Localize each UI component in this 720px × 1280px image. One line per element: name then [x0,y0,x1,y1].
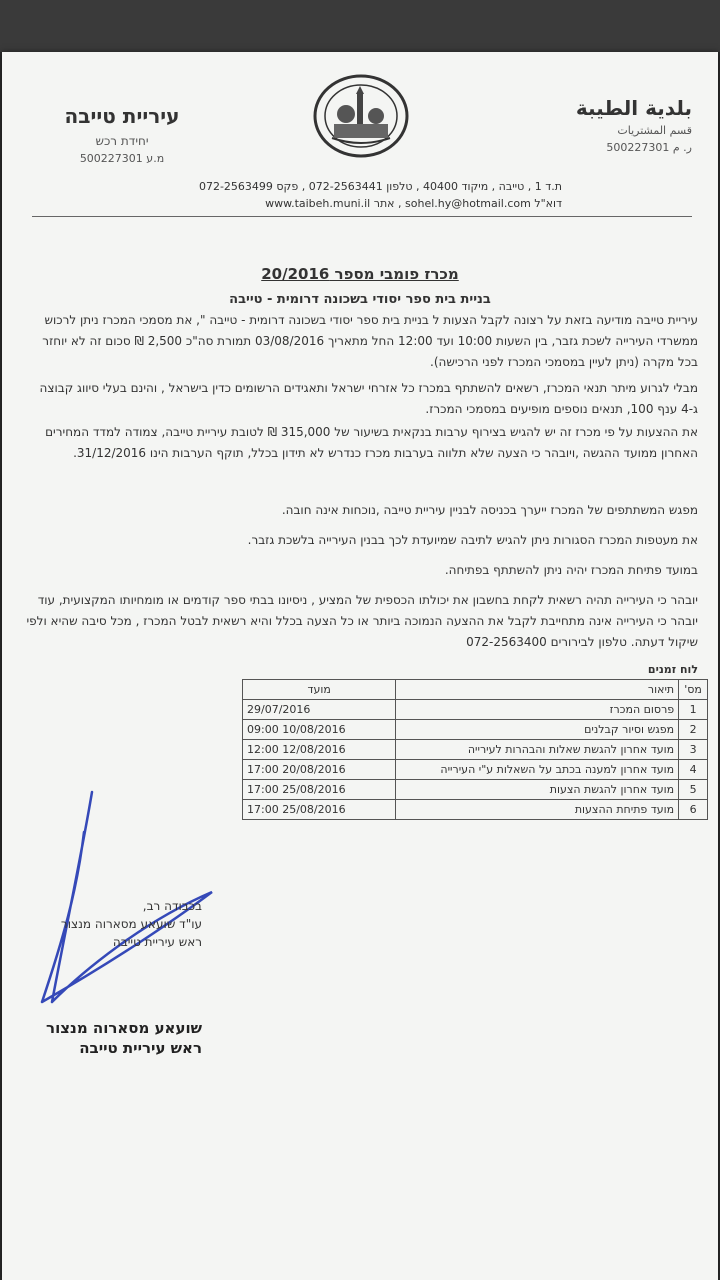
header-divider [32,216,692,217]
row-date: 20/08/2016 17:00 [243,760,396,780]
row-description: מפגש וסיור קבלנים [396,720,679,740]
header-hebrew [52,104,192,165]
stamp-title: ראש עיריית טייבה [79,1039,202,1057]
id-arabic: ر. م 500227301 [606,141,692,154]
municipality-logo [312,74,410,158]
document-page [2,52,718,1280]
row-date: 25/08/2016 17:00 [243,780,396,800]
header-description: תיאור [396,680,679,700]
municipality-hebrew: עיריית טייבה [64,104,180,128]
paragraph-7: יובהר כי העירייה תהיה רשאית לקחת בחשבון את יכולתו הכספית של המציע , ניסיונו בבתי ספר קודמים או מומחיותו המקצועית, עוד יובהר כי העירייה אינה מתחייבת לקבל את ההצעה הנמוכה ביותר או כל הצעה בכלל והיא רשאית לבטל המכרז , מכל סיבה שהיא ולפי שיקול דעתה. טלפון לבירורים 072-2563400 [26,593,698,649]
closing-regards: בכבודה רב, [142,899,202,913]
row-date: 12/08/2016 12:00 [243,740,396,760]
row-date: 10/08/2016 09:00 [243,720,396,740]
unit-hebrew: יחידת רכש [95,134,149,148]
id-hebrew: מ.ע 500227301 [79,152,165,165]
row-number: 4 [679,760,708,780]
row-number: 1 [679,700,708,720]
contact-line-1: ת.ד 1 , טייבה , מיקוד 40400 , טלפון 072-2563441 , פקס 072-2563499 [198,180,562,193]
row-description: מועד אחרון למענה בכתב על השאלות ע"י העירייה [396,760,679,780]
paragraph-6: במועד פתיחת המכרז יהיה ניתן להשתתף בפתיחה. [444,563,698,577]
municipality-arabic: بلدية الطيبة [575,96,692,120]
row-date: 29/07/2016 [243,700,396,720]
paragraph-4: מפגש המשתתפים של המכרז ייערך בכניסה לבניין עיריית טייבה ,נוכחות אינה חובה. [281,503,698,517]
stamp-name: שועאע מסארוה מנצור [46,1019,202,1037]
row-description: מועד פתיחת ההצעות [396,800,679,820]
table-row [243,720,708,740]
tender-title: מכרז פומבי מספר 20/2016 [261,265,459,283]
paragraph-1: עיריית טייבה מודיעה בזאת על רצונה לקבל הצעות ל בניית בית ספר יסודי בשכונה דרומית - טייבה ", את מסמכי המכרז ניתן לרכוש ממשרדי העירייה לשכת גזבר, בין השעות 10:00 ועד 12:00 החל מתאריך 03/08/2016 תמורת סה"כ 2,500 ₪ סכום זה לא יוחזר בכל מקרה (ניתן לעיין במסמכי המכרז לפני הרכישה). [42,313,698,369]
table-row [243,760,708,780]
row-description: מועד אחרון להגשת שאלות והבהרות לעירייה [396,740,679,760]
contact-line-2: דוא"ל sohel.hy@hotmail.com , אתר www.taibeh.muni.il [265,197,562,210]
table-row [243,780,708,800]
row-number: 2 [679,720,708,740]
row-number: 5 [679,780,708,800]
table-row [243,740,708,760]
closing-title: ראש עיריית טייבה [112,935,202,949]
table-row [243,800,708,820]
row-date: 25/08/2016 17:00 [243,800,396,820]
paragraph-5: את מעטפות המכרז הסגורות ניתן להגיש לתיבה שמיועדת לכך בבנין העירייה בלשכת גזבר. [247,533,698,547]
tender-subtitle: בניית בית ספר יסודי בשכונה דרומית - טייבה [229,292,491,307]
row-description: פרסום המכרז [396,700,679,720]
unit-arabic: قسم المشتريات [617,124,692,137]
paragraph-2: מבלי לגרוע מיתר תנאי המכרז, רשאים להשתתף במכרז כל אזרחי ישראל ותאגידים הרשומים כדין בישראל , והינם בעלי סיווג קבוצה ג-4 ענף 100, תנאים נוספים מופיעים במסמכי המכרז. [39,381,698,416]
table-row [243,700,708,720]
official-stamp [22,1018,202,1058]
schedule-caption: לוח זמנים [647,663,698,676]
header-number: מס' [679,680,708,700]
schedule-table [242,679,708,820]
closing-block [22,897,202,951]
header-arabic [572,96,692,154]
paragraph-3: את ההצעות על פי מכרז זה יש להגיש בצירוף ערבות בנקאית בשיעור של 315,000 ₪ לטובת עיריית טייבה, צמודה למדד המחירים האחרון ממועד ההגשה ,ויובהר כי הצעה שלא תלווה בערבות מכרז כנדרש לא תידון בכלל, תוקף הערבות הינו 31/12/2016. [45,425,698,460]
row-number: 3 [679,740,708,760]
row-description: מועד אחרון להגשת הצעות [396,780,679,800]
background-surface [0,0,720,52]
row-number: 6 [679,800,708,820]
closing-name: עו"ד שועאע מסארוה מנצור [60,917,202,931]
header-date: מועד [243,680,396,700]
table-header-row [243,680,708,700]
